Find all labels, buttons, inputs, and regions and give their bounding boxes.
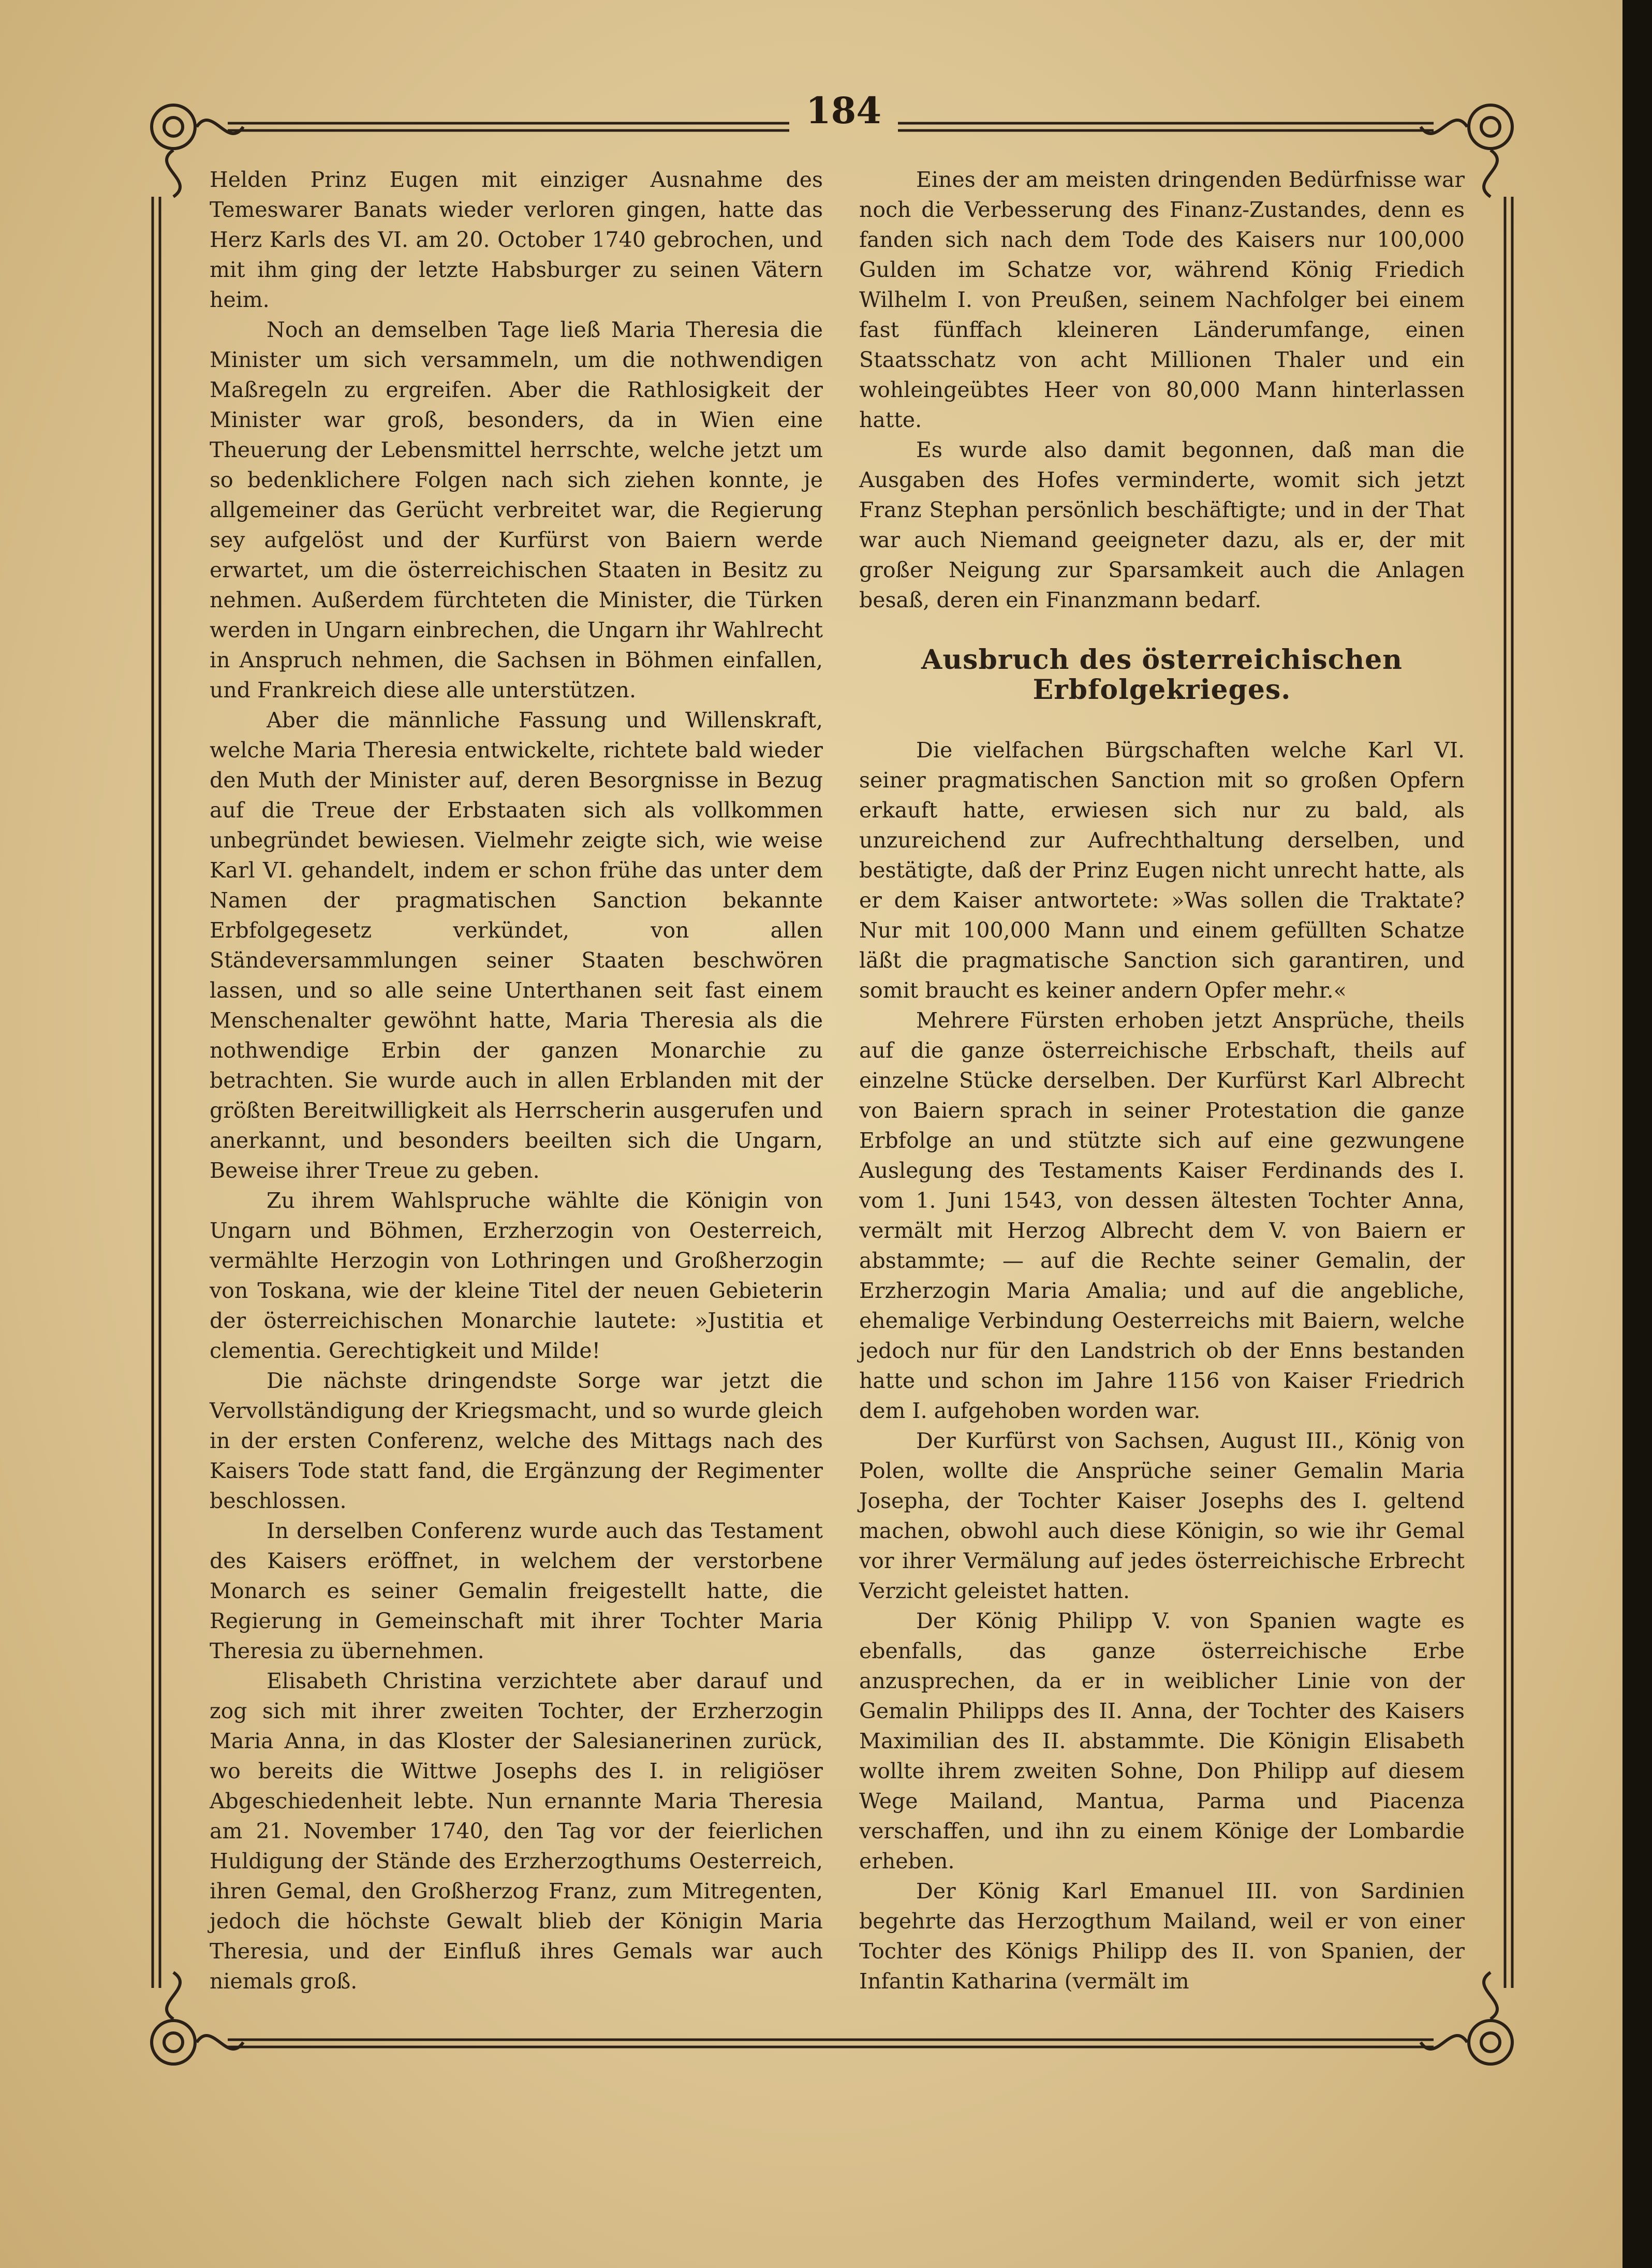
book-spine-shadow (1623, 0, 1652, 2268)
right-paragraph-4: Mehrere Fürsten erhoben jetzt Ansprüche, theils auf die ganze österreichische Erbschaft, theils auf einzelne Stücke derselben. Der Kurfürst Karl Albrecht von Baiern sprach in seiner Protestation die ganze Erbfolge an und stützte sich auf eine gezwungene Auslegung des Testaments Kaiser Ferdinands des I. vom 1. Juni 1543, von dessen ältesten Tochter Anna, vermält mit Herzog Albrecht dem V. von Baiern er abstammte; — auf die Rechte seiner Gemalin, der Erzherzogin Maria Amalia; und auf die angebliche, ehemalige Verbindung Oesterreichs mit Baiern, welche jedoch nur für den Landstrich ob der Enns bestanden hatte und schon im Jahre 1156 von Kaiser Friedrich dem I. aufgehoben worden war. (859, 1008, 1465, 1423)
right-paragraph-5: Der Kurfürst von Sachsen, August III., König von Polen, wollte die Ansprüche seiner Gemalin Maria Josepha, der Tochter Kaiser Josephs des I. geltend machen, obwohl auch diese Königin, so wie ihr Gemal vor ihrer Vermälung auf jedes österreichische Erbrecht Verzicht geleistet hatten. (859, 1428, 1465, 1603)
section-heading: Ausbruch des österreichischen Erbfolgekrieges. (921, 644, 1403, 706)
left-paragraph-1: Helden Prinz Eugen mit einziger Ausnahme des Temeswarer Banats wieder verloren gingen, hatte das Herz Karls des VI. am 20. October 1740 gebrochen, und mit ihm ging der letzte Habsburger zu seinen Vätern heim. (210, 167, 823, 312)
right-column (859, 165, 1465, 1996)
right-paragraph-6: Der König Philipp V. von Spanien wagte es ebenfalls, das ganze österreichische Erbe anzusprechen, da er in weiblicher Linie von der Gemalin Philipps des II. Anna, der Tochter des Kaisers Maximilian des II. abstammte. Die Königin Elisabeth wollte ihrem zweiten Sohne, Don Philipp auf diesem Wege Mailand, Mantua, Parma und Piacenza verschaffen, und ihn zu einem Könige der Lombardie erheben. (859, 1608, 1465, 1874)
right-paragraph-7: Der König Karl Emanuel III. von Sardinien begehrte das Herzogthum Mailand, weil er von einer Tochter des Königs Philipp des II. von Spanien, der Infantin Katharina (vermält im (859, 1879, 1465, 1994)
left-paragraph-3: Aber die männliche Fassung und Willenskraft, welche Maria Theresia entwickelte, richtete bald wieder den Muth der Minister auf, deren Besorgnisse in Bezug auf die Treue der Erbstaaten sich als vollkommen unbegründet bewiesen. Vielmehr zeigte sich, wie weise Karl VI. gehandelt, indem er schon frühe das unter dem Namen der pragmatischen Sanction bekannte Erbfolgegesetz verkündet, von allen Ständeversammlungen seiner Staaten beschwören lassen, und so alle seine Unterthanen seit fast einem Menschenalter gewöhnt hatte, Maria Theresia als die nothwendige Erbin der ganzen Monarchie zu betrachten. Sie wurde auch in allen Erblanden mit der größten Bereitwilligkeit als Herrscherin ausgerufen und anerkannt, und besonders beeilten sich die Ungarn, Beweise ihrer Treue zu geben. (210, 708, 823, 1183)
right-paragraph-3: Die vielfachen Bürgschaften welche Karl VI. seiner pragmatischen Sanction mit so großen Opfern erkauft hatte, erwiesen sich nur zu bald, als unzureichend zur Aufrechthaltung derselben, und bestätigte, daß der Prinz Eugen nicht unrecht hatte, als er dem Kaiser antwortete: »Was sollen die Traktate? Nur mit 100,000 Mann und einem gefüllten Schatze läßt die pragmatische Sanction sich garantiren, und somit braucht es keiner andern Opfer mehr.« (859, 738, 1465, 1003)
left-paragraph-4: Zu ihrem Wahlspruche wählte die Königin von Ungarn und Böhmen, Erzherzogin von Oesterreich, vermählte Herzogin von Lothringen und Großherzogin von Toskana, wie der kleine Titel der neuen Gebieterin der österreichischen Monarchie lautete: »Justitia et clementia. Gerechtigkeit und Milde! (210, 1188, 823, 1363)
right-paragraph-2: Es wurde also damit begonnen, daß man die Ausgaben des Hofes verminderte, womit sich jetzt Franz Stephan persönlich beschäftigte; und in der That war auch Niemand geeigneter dazu, als er, der mit großer Neigung zur Sparsamkeit auch die Anlagen besaß, deren ein Finanzmann bedarf. (859, 437, 1465, 612)
left-column (210, 165, 823, 1996)
left-paragraph-6: In derselben Conferenz wurde auch das Testament des Kaisers eröffnet, in welchem der verstorbene Monarch es seiner Gemalin freigestellt hatte, die Regierung in Gemeinschaft mit ihrer Tochter Maria Theresia zu übernehmen. (210, 1518, 823, 1663)
left-paragraph-2: Noch an demselben Tage ließ Maria Theresia die Minister um sich versammeln, um die nothwendigen Maßregeln zu ergreifen. Aber die Rathlosigkeit der Minister war groß, besonders, da in Wien eine Theuerung der Lebensmittel herrschte, welche jetzt um so bedenklichere Folgen nach sich ziehen konnte, je allgemeiner das Gerücht verbreitet war, die Regierung sey aufgelöst und der Kurfürst von Baiern werde erwartet, um die österreichischen Staaten in Besitz zu nehmen. Außerdem fürchteten die Minister, die Türken werden in Ungarn einbrechen, die Ungarn ihr Wahlrecht in Anspruch nehmen, die Sachsen in Böhmen einfallen, und Frankreich diese alle unterstützen. (210, 317, 823, 703)
left-paragraph-7: Elisabeth Christina verzichtete aber darauf und zog sich mit ihrer zweiten Tochter, der Erzherzogin Maria Anna, in das Kloster der Salesianerinen zurück, wo bereits die Wittwe Josephs des I. in religiöser Abgeschiedenheit lebte. Nun ernannte Maria Theresia am 21. November 1740, den Tag vor der feierlichen Huldigung der Stände des Erzherzogthums Oesterreich, ihren Gemal, den Großherzog Franz, zum Mitregenten, jedoch die höchste Gewalt blieb der Königin Maria Theresia, und der Einfluß ihres Gemals war auch niemals groß. (210, 1669, 823, 1994)
left-paragraph-5: Die nächste dringendste Sorge war jetzt die Vervollständigung der Kriegsmacht, und so wurde gleich in der ersten Conferenz, welche des Mittags nach des Kaisers Tode statt fand, die Ergänzung der Regimenter beschlossen. (210, 1368, 823, 1513)
right-paragraph-1: Eines der am meisten dringenden Bedürfnisse war noch die Verbesserung des Finanz-Zustandes, denn es fanden sich nach dem Tode des Kaisers nur 100,000 Gulden im Schatze vor, während König Friedich Wilhelm I. von Preußen, seinem Nachfolger bei einem fast fünffach kleineren Länderumfange, einen Staatsschatz von acht Millionen Thaler und ein wohleingeübtes Heer von 80,000 Mann hinterlassen hatte. (859, 167, 1465, 432)
page-number: 184 (805, 89, 882, 132)
